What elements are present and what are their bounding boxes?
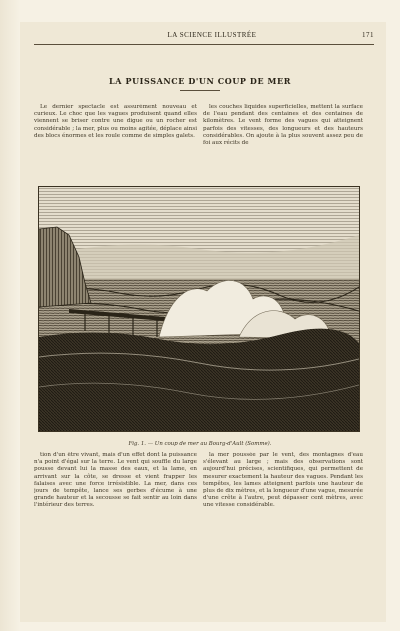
paragraph: la mer poussée par le vent, des montagnes d'eau s'élevant au large ; mais des observations sont aujourd'hui précises, scientifiques, qui permettent de mesurer exactement la hauteur des vagues. Pendant les tempêtes, les lames atteignent parfois une hauteur de plus de dix mètres, et la longueur d'une vague, mesurée d'une crête à l'autre, peut dépasser cent mètres, avec une vitesse considérable. bbox=[203, 452, 363, 509]
page-number: 171 bbox=[362, 31, 374, 39]
engraving-illustration bbox=[38, 186, 360, 432]
column-bottom-right bbox=[203, 452, 363, 620]
column-top-left bbox=[34, 104, 197, 176]
running-head bbox=[34, 31, 374, 43]
paragraph: Le dernier spectacle est assurément nouveau et curieux. Le choc que les vagues produisent quand elles viennent se briser contre une digue ou un rocher est considérable ; la mer, plus ou moins agitée, déplace ainsi des blocs énormes et les roule comme de simples galets. bbox=[34, 104, 197, 139]
engraving-drawing bbox=[39, 187, 359, 431]
spine-shadow bbox=[0, 0, 20, 631]
article-title: LA PUISSANCE D'UN COUP DE MER bbox=[109, 76, 291, 86]
paragraph: tion d'un être vivant, mais d'un effet dont la puissance n'a point d'égal sur la terre. Le vent qui souffle du large pousse devant lui la masse des eaux, et la lame, en arrivant sur la côte, se dresse et vient frapper les falaises avec une force irrésistible. La mer, dans ces jours de tempête, lance ses gerbes d'écume à une grande hauteur et la secousse se fait sentir au loin dans l'intérieur des terres. bbox=[34, 452, 197, 509]
column-bottom-left bbox=[34, 452, 197, 620]
figure-caption: Fig. 1. — Un coup de mer au Bourg-d'Ault (Somme). bbox=[128, 441, 272, 447]
paragraph: les couches liquides superficielles, mettent la surface de l'eau pendant des centaines et des centaines de kilomètres. Le vent forme des vagues qui atteignent parfois des vitesses, des longueurs et des hauteurs considérables. On ajoute à la plus souvent assez peu de foi aux récits de bbox=[203, 104, 363, 147]
running-title: LA SCIENCE ILLUSTRÉE bbox=[167, 31, 257, 39]
head-rule bbox=[34, 44, 374, 45]
foreground-surf bbox=[39, 329, 359, 431]
title-rule bbox=[180, 90, 220, 91]
column-top-right bbox=[203, 104, 363, 176]
